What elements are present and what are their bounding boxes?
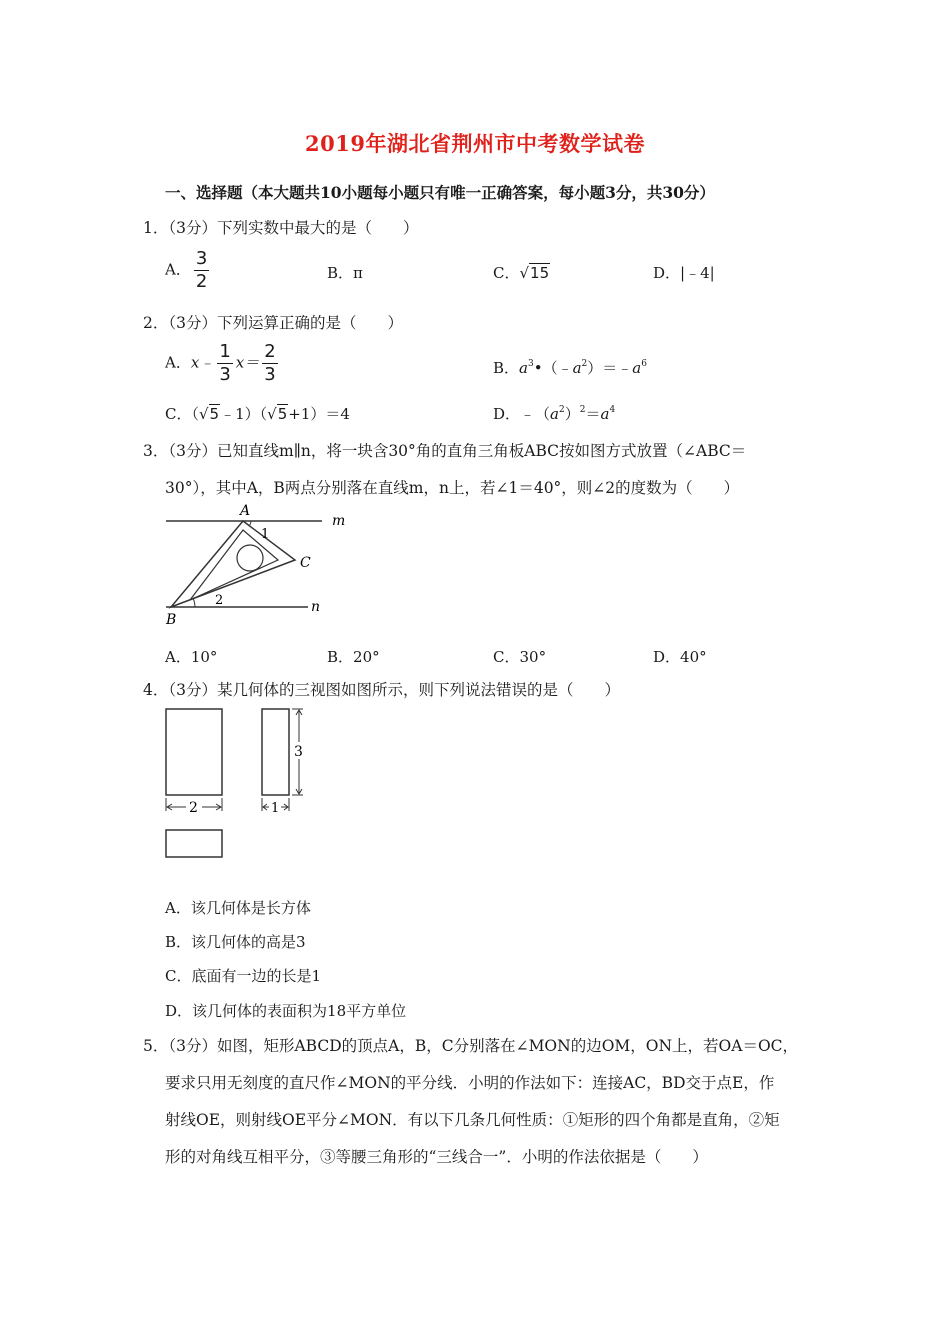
var: a bbox=[632, 359, 642, 377]
q1-option-a-label: A． bbox=[165, 260, 191, 279]
q2-option-b bbox=[493, 357, 647, 378]
question-3-line-2: 30°），其中A，B两点分别落在直线m，n上，若∠1＝40°，则∠2的度数为（ ） bbox=[165, 479, 740, 497]
expr-part: ）＝﹣ bbox=[587, 359, 633, 377]
q1-option-a bbox=[165, 250, 212, 291]
q2-option-a bbox=[165, 343, 281, 384]
q1-option-d: D．|﹣4| bbox=[653, 264, 715, 282]
top-view bbox=[166, 830, 222, 857]
q4-option-a: A．该几何体是长方体 bbox=[165, 899, 311, 917]
dim-depth-label: 1 bbox=[271, 801, 280, 816]
q1-option-c bbox=[493, 262, 550, 283]
q3-option-a: A．10° bbox=[165, 648, 218, 666]
dim-height-label: 3 bbox=[294, 744, 303, 760]
expr-part: ﹣1）（ bbox=[220, 405, 268, 423]
exponent: 2 bbox=[579, 405, 586, 415]
sqrt-symbol: √5 bbox=[198, 405, 220, 423]
label-angle-2: 2 bbox=[215, 593, 224, 608]
fraction-denominator: 3 bbox=[219, 364, 231, 385]
label-C: C bbox=[300, 555, 311, 571]
question-5-line-1: 5．（3分）如图，矩形ABCD的顶点A，B，C分别落在∠MON的边OM，ON上，若OA＝OC， bbox=[143, 1037, 799, 1055]
label-A: A bbox=[240, 503, 251, 519]
expr-part: ＝ bbox=[585, 405, 601, 423]
q2-option-d-label: D．﹣（ bbox=[493, 405, 551, 423]
fraction bbox=[262, 343, 277, 384]
question-4-stem: 4．（3分）某几何体的三视图如图所示，则下列说法错误的是（ ） bbox=[143, 681, 620, 699]
label-m: m bbox=[332, 513, 346, 529]
q2-option-a-label: A． bbox=[165, 353, 191, 372]
fraction-denominator: 3 bbox=[264, 364, 276, 385]
q1-option-b: B．π bbox=[327, 264, 363, 282]
triangle-parallel-lines-figure bbox=[160, 500, 360, 630]
fraction-numerator: 1 bbox=[219, 341, 231, 362]
exponent: 4 bbox=[609, 405, 616, 415]
question-1-stem: 1．（3分）下列实数中最大的是（ ） bbox=[143, 219, 419, 237]
exponent: 2 bbox=[581, 359, 588, 369]
sqrt-symbol: √15 bbox=[519, 264, 550, 282]
side-view bbox=[262, 709, 289, 795]
triangle-outer bbox=[171, 521, 295, 607]
exponent: 3 bbox=[527, 359, 534, 369]
radicand: 5 bbox=[277, 405, 288, 423]
fraction bbox=[217, 343, 232, 384]
expr-part: •（﹣ bbox=[533, 359, 573, 377]
var: a bbox=[600, 405, 610, 423]
var: a bbox=[572, 359, 582, 377]
expr-part: +1）＝4 bbox=[288, 405, 350, 423]
question-5-line-2: 要求只用无刻度的直尺作∠MON的平分线．小明的作法如下：连接AC，BD交于点E，作 bbox=[165, 1074, 775, 1092]
q2-option-b-label: B． bbox=[493, 359, 520, 377]
q3-option-c: C．30° bbox=[493, 648, 547, 666]
q4-option-c: C．底面有一边的长是1 bbox=[165, 967, 322, 985]
question-2-stem: 2．（3分）下列运算正确的是（ ） bbox=[143, 314, 403, 332]
section-heading: 一、选择题（本大题共10小题每小题只有唯一正确答案，每小题3分，共30分） bbox=[165, 183, 715, 202]
sqrt-symbol: √5 bbox=[267, 405, 288, 423]
angle-2-arc bbox=[193, 598, 195, 607]
expr-part: x﹣ bbox=[190, 353, 215, 372]
exponent: 2 bbox=[558, 405, 565, 415]
q2-option-c bbox=[165, 403, 350, 424]
q2-option-d bbox=[493, 403, 615, 424]
q4-option-b: B．该几何体的高是3 bbox=[165, 933, 306, 951]
label-B: B bbox=[166, 612, 177, 628]
front-view bbox=[166, 709, 222, 795]
q2-option-c-label: C．（ bbox=[165, 405, 199, 423]
radicand: 5 bbox=[209, 405, 220, 423]
var: a bbox=[519, 359, 528, 377]
label-n: n bbox=[311, 599, 321, 615]
fraction-numerator: 3 bbox=[195, 248, 208, 269]
expr-part: ） bbox=[564, 405, 580, 423]
label-angle-1: 1 bbox=[261, 527, 270, 542]
fraction-denominator: 2 bbox=[195, 271, 208, 292]
q3-option-d: D．40° bbox=[653, 648, 707, 666]
dim-width-label: 2 bbox=[189, 800, 198, 816]
triangle-hole bbox=[237, 545, 263, 571]
page-title: 2019年湖北省荆州市中考数学试卷 bbox=[305, 131, 645, 156]
question-5-line-3: 射线OE，则射线OE平分∠MON．有以下几条几何性质：①矩形的四个角都是直角，②矩 bbox=[165, 1111, 780, 1129]
q1-option-a-fraction bbox=[194, 250, 209, 291]
fraction-numerator: 2 bbox=[264, 341, 276, 362]
exponent: 6 bbox=[641, 359, 647, 369]
q1-option-c-label: C． bbox=[493, 264, 520, 282]
q4-option-d: D．该几何体的表面积为18平方单位 bbox=[165, 1002, 407, 1020]
radicand: 15 bbox=[530, 264, 550, 282]
question-3-line-1: 3．（3分）已知直线m∥n，将一块含30°角的直角三角板ABC按如图方式放置（∠ABC＝ bbox=[143, 442, 747, 460]
q3-option-b: B．20° bbox=[327, 648, 380, 666]
var: a bbox=[550, 405, 559, 423]
question-5-line-4: 形的对角线互相平分，③等腰三角形的“三线合一”．小明的作法依据是（ ） bbox=[165, 1148, 708, 1166]
three-view-drawing bbox=[160, 700, 310, 862]
expr-part: x＝ bbox=[235, 353, 260, 372]
